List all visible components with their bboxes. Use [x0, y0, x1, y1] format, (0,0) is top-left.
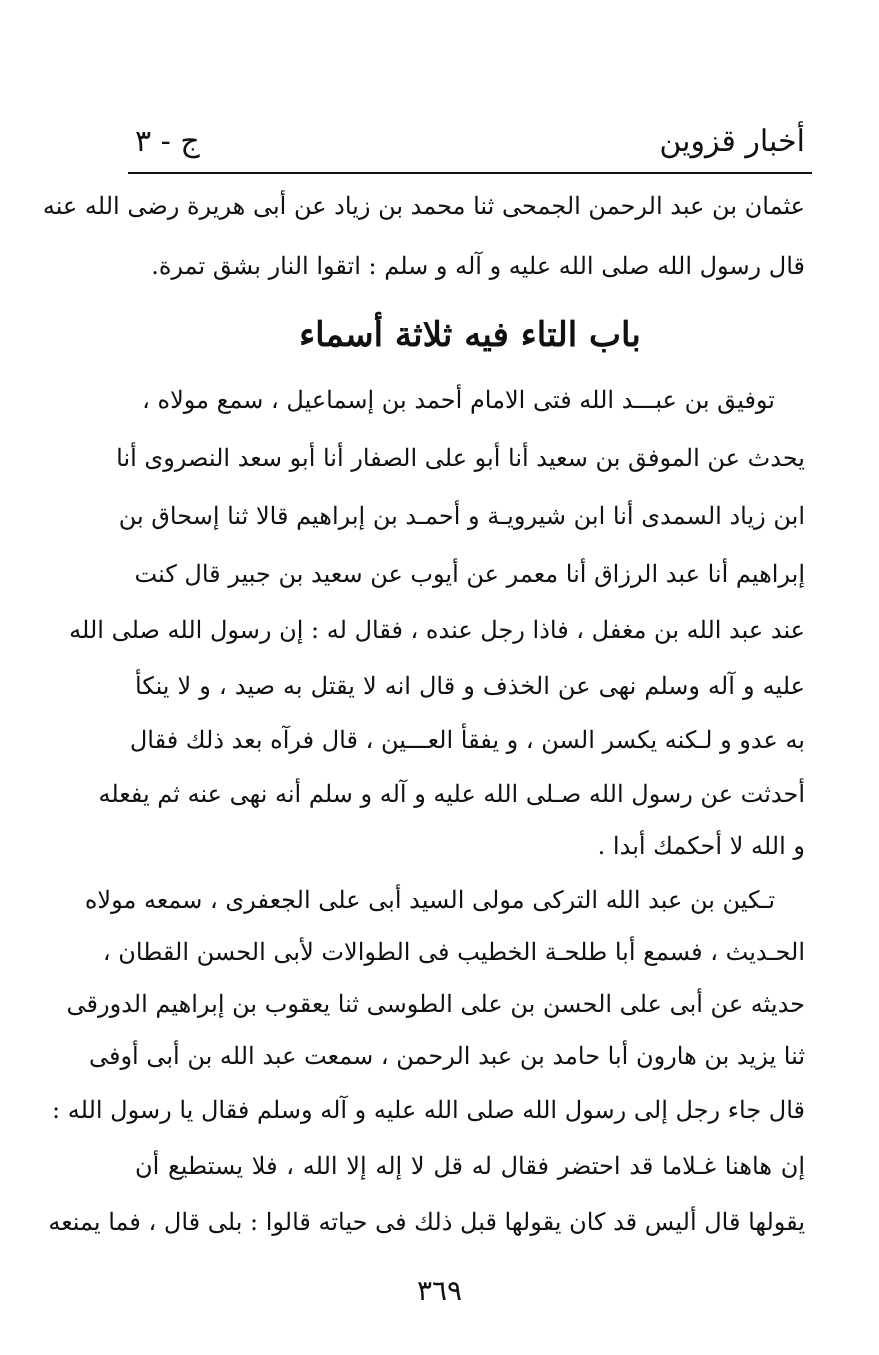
text-line: عند عبد الله بن مغفل ، فاذا رجل عنده ، فقال له : إن رسول الله صلى الله — [69, 616, 805, 644]
text-line: يحدث عن الموفق بن سعيد أنا أبو على الصفار أنا أبو سعد النصروى أنا — [116, 444, 805, 472]
text-line: أحدثت عن رسول الله صـلى الله عليه و آله و سلم أنه نهى عنه ثم يفعله — [98, 780, 805, 808]
text-line: إبراهيم أنا عبد الرزاق أنا معمر عن أيوب عن سعيد بن جبير قال كنت — [134, 560, 805, 588]
running-header — [135, 118, 805, 168]
volume-number: ج - ٣ — [135, 124, 200, 159]
text-line: به عدو و لـكنه يكسر السن ، و يفقأ العـــين ، قال فرآه بعد ذلك فقال — [129, 726, 805, 754]
header-rule — [128, 172, 812, 174]
text-line: ابن زياد السمدى أنا ابن شيرويـة و أحمـد بن إبراهيم قالا ثنا إسحاق بن — [118, 502, 805, 530]
book-title: أخبار قزوين — [659, 124, 805, 159]
text-line: توفيق بن عبـــد الله فتى الامام أحمد بن إسماعيل ، سمع مولاه ، — [142, 386, 775, 414]
text-line: قال جاء رجل إلى رسول الله صلى الله عليه و آله وسلم فقال يا رسول الله : — [52, 1096, 805, 1124]
text-line: تـكين بن عبد الله التركى مولى السيد أبى على الجعفرى ، سمعه مولاه — [84, 886, 775, 914]
text-line: إن هاهنا غـلاما قد احتضر فقال له قل لا إله إلا الله ، فلا يستطيع أن — [135, 1152, 805, 1180]
text-line: قال رسول الله صلى الله عليه و آله و سلم : اتقوا النار بشق تمرة. — [151, 252, 805, 280]
text-line: يقولها قال أليس قد كان يقولها قبل ذلك فى حياته قالوا : بلى قال ، فما يمنعه — [48, 1208, 805, 1236]
text-line: ثنا يزيد بن هارون أبا حامد بن عبد الرحمن ، سمعت عبد الله بن أبى أوفى — [88, 1042, 805, 1070]
text-line: الحـديث ، فسمع أبا طلحـة الخطيب فى الطوالات لأبى الحسن القطان ، — [102, 938, 805, 966]
section-heading: باب التاء فيه ثلاثة أسماء — [299, 315, 641, 355]
text-line: و الله لا أحكمك أبدا . — [597, 832, 805, 860]
text-line: عثمان بن عبد الرحمن الجمحى ثنا محمد بن زياد عن أبى هريرة رضى الله عنه — [42, 192, 805, 220]
text-line: عليه و آله وسلم نهى عن الخذف و قال انه لا يقتل به صيد ، و لا ينكأ — [135, 672, 805, 700]
text-line: حديثه عن أبى على الحسن بن على الطوسى ثنا يعقوب بن إبراهيم الدورقى — [66, 990, 805, 1018]
page-number: ٣٦٩ — [416, 1274, 463, 1307]
